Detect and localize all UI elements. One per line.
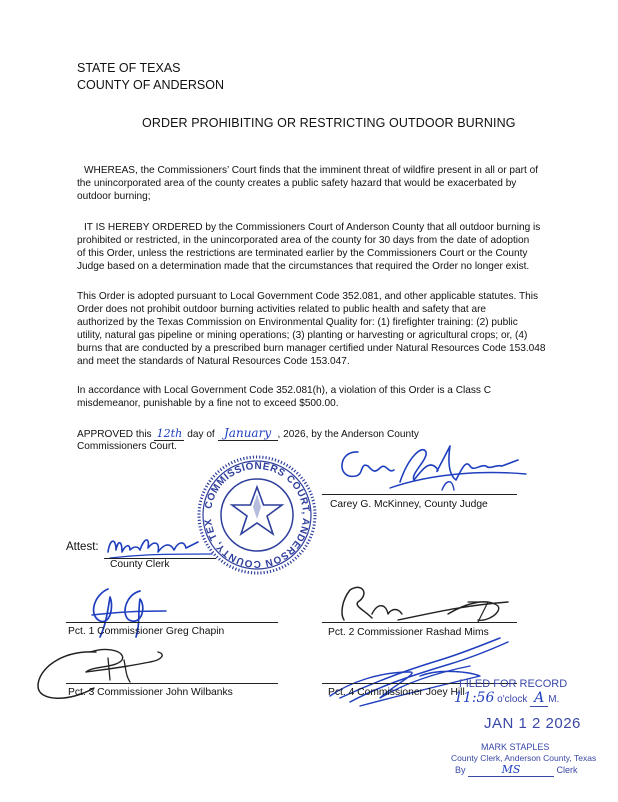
ordered-line: Judge based on a determination made that the circumstances that required the Order no longer exist. <box>77 261 530 272</box>
adopted-line: Order does not prohibit outdoor burning activities related to public health and safety that are <box>77 304 487 315</box>
adopted-paragraph <box>77 290 546 368</box>
adopted-line: burns that are conducted by a prescribed burn manager certified under Natural Resources Code 153.048 <box>77 343 546 354</box>
state-heading: STATE OF TEXAS <box>77 61 181 75</box>
whereas-paragraph <box>77 164 538 203</box>
filed-stamp-label: FILED FOR RECORD <box>459 678 568 690</box>
ordered-line: prohibited or restricted, in the unincorporated area of the county for 30 days from the date of adoption <box>77 235 530 246</box>
county-heading: COUNTY OF ANDERSON <box>77 78 225 92</box>
filed-m: M. <box>548 694 560 705</box>
filed-clerk-name: MARK STAPLES <box>481 742 550 752</box>
header-block <box>77 60 224 94</box>
pct3-label: Pct. 3 Commissioner John Wilbanks <box>68 687 233 698</box>
filed-by: By <box>455 765 466 775</box>
approval-prefix: APPROVED this <box>77 429 152 440</box>
filed-ampm: A <box>530 690 548 707</box>
ordered-line: of this Order, unless the restrictions are terminated earlier by the Commissioners Court or the County <box>77 248 528 259</box>
seal-text: COMMISSIONERS COURT, ANDERSON COUNTY, TEX <box>203 460 312 570</box>
pct2-label: Pct. 2 Commissioner Rashad Mims <box>328 627 489 638</box>
approval-day: 12th <box>154 427 184 441</box>
judge-signature <box>330 440 530 500</box>
approval-month: January <box>218 427 278 441</box>
filed-date: JAN 1 2 2026 <box>484 715 581 732</box>
judge-label: Carey G. McKinney, County Judge <box>330 499 488 510</box>
clerk-label: County Clerk <box>110 559 170 570</box>
approval-line-2: Commissioners Court. <box>77 441 177 452</box>
pct4-label: Pct. 4 Commissioner Joey Hill <box>328 687 465 698</box>
violation-line: In accordance with Local Government Code 352.081(h), a violation of this Order is a Class C <box>77 385 492 396</box>
filed-stamp-time-row <box>454 690 559 707</box>
attest-label: Attest: <box>66 541 99 553</box>
whereas-line: outdoor burning; <box>77 191 151 202</box>
adopted-line: authorized by the Texas Commission on Environmental Quality for: (1) firefighter training: (2) public <box>77 317 518 328</box>
approval-day-of: day of <box>187 429 215 440</box>
filed-clerk: Clerk <box>556 765 578 775</box>
approval-line <box>77 427 419 441</box>
filed-initials: MS <box>468 763 554 777</box>
filed-by-row <box>455 763 578 777</box>
whereas-line: WHEREAS, the Commissioners’ Court finds that the imminent threat of wildfire present in all or part of <box>84 165 539 176</box>
filed-oclock: o'clock <box>497 694 528 705</box>
whereas-line: the unincorporated area of the county creates a public safety hazard that would be exacerbated by <box>77 178 517 189</box>
adopted-line: and meet the standards of Natural Resources Code 153.047. <box>77 356 350 367</box>
violation-line: misdemeanor, punishable by a fine not to exceed $500.00. <box>77 398 339 409</box>
adopted-line: This Order is adopted pursuant to Local Government Code 352.081, and other applicable statutes. This <box>77 291 539 302</box>
adopted-line: utility, natural gas pipeline or mining operations; (3) planting or harvesting or agricultural crops; or, (4) <box>77 330 528 341</box>
filed-time: 11:56 <box>454 690 495 706</box>
approval-suffix: , 2026, by the Anderson County <box>277 429 419 440</box>
violation-paragraph <box>77 384 491 410</box>
pct1-label: Pct. 1 Commissioner Greg Chapin <box>68 626 225 637</box>
order-title: ORDER PROHIBITING OR RESTRICTING OUTDOOR BURNING <box>142 116 516 130</box>
ordered-paragraph <box>77 221 540 273</box>
ordered-line: IT IS HEREBY ORDERED by the Commissioners Court of Anderson County that all outdoor burning is <box>84 222 541 233</box>
filed-clerk-title: County Clerk, Anderson County, Texas <box>451 753 597 763</box>
